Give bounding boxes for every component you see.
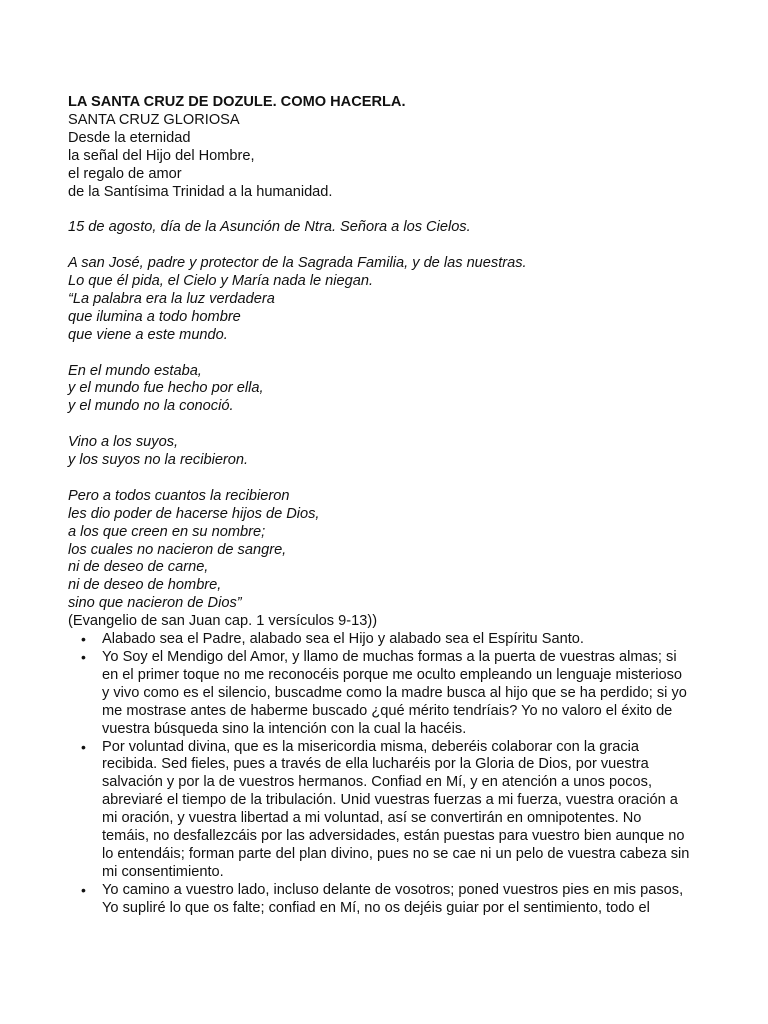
list-item-line: me mostrase antes de haberme buscado ¿qué mérito tendríais? Yo no valoro el éxito de [102, 702, 673, 719]
dedication-stanza [68, 255, 728, 345]
list-item-line: Yo Soy el Mendigo del Amor, y llamo de muchas formas a la puerta de vuestras almas; si [102, 649, 677, 666]
stanza-line: los cuales no nacieron de sangre, [68, 541, 287, 558]
bullet-list [68, 631, 728, 918]
bullet-icon: • [81, 649, 86, 666]
intro-line: el regalo de amor [68, 165, 182, 182]
stanza-line: ni de deseo de carne, [68, 559, 209, 576]
stanza-received [68, 488, 728, 613]
stanza-world [68, 363, 728, 417]
stanza-line: sino que nacieron de Dios” [68, 595, 242, 612]
list-item-line: mi oración, y vuestra libertad a mi voluntad, así se convertirán en omnipotentes. No [102, 810, 642, 827]
stanza-line: les dio poder de hacerse hijos de Dios, [68, 505, 320, 522]
dedication-line: A san José, padre y protector de la Sagrada Familia, y de las nuestras. [68, 255, 527, 272]
citation: (Evangelio de san Juan cap. 1 versículos 9-13)) [68, 613, 378, 630]
list-item-line: Yo camino a vuestro lado, incluso delante de vosotros; poned vuestros pies en mis pasos, [102, 881, 684, 898]
intro-line: de la Santísima Trinidad a la humanidad. [68, 183, 333, 200]
bullet-icon: • [81, 738, 86, 755]
stanza-line: ni de deseo de hombre, [68, 577, 222, 594]
list-item-line: temáis, no desfallezcáis por las adversidades, están puestas para vuestro bien aunque no [102, 828, 685, 845]
stanza-line: y el mundo no la conoció. [68, 398, 234, 415]
list-item-line: en el primer toque no me reconocéis porque me oculto empleando un lenguaje misterioso [102, 666, 683, 683]
stanza-line: En el mundo estaba, [68, 362, 202, 379]
list-item-line: salvación y por la de vuestros hermanos. Confiad en Mí, y en atención a unos pocos, [102, 774, 653, 791]
dedication-line: que ilumina a todo hombre [68, 308, 241, 325]
spacer [68, 201, 728, 219]
list-item-line: Por voluntad divina, que es la misericordia misma, deberéis colaborar con la gracia [102, 738, 639, 755]
dedication-line: Lo que él pida, el Cielo y María nada le niegan. [68, 273, 374, 290]
dedication-line: “La palabra era la luz verdadera [68, 290, 275, 307]
list-item-line: mi consentimiento. [102, 863, 224, 880]
dedication-line: que viene a este mundo. [68, 326, 228, 343]
spacer [68, 416, 728, 434]
list-item [66, 882, 728, 918]
intro-line: la señal del Hijo del Hombre, [68, 147, 255, 164]
document-page [68, 94, 728, 918]
spacer [68, 237, 728, 255]
list-item-line: vuestra búsqueda sino la intención con la cual la hacéis. [102, 720, 467, 737]
list-item-line: abreviaré el tiempo de la tribulación. Unid vuestras fuerzas a mi fuerza, vuestra oración a [102, 792, 678, 809]
list-item-line: Alabado sea el Padre, alabado sea el Hijo y alabado sea el Espíritu Santo. [102, 631, 584, 648]
list-item-line: Yo supliré lo que os falte; confiad en Mí, no os dejéis guiar por el sentimiento, todo el [102, 899, 650, 916]
list-item [66, 631, 728, 649]
bullet-icon: • [81, 881, 86, 898]
list-item [66, 649, 728, 739]
date-line: 15 de agosto, día de la Asunción de Ntra. Señora a los Cielos. [68, 219, 471, 236]
spacer [68, 470, 728, 488]
list-item-line: y vivo como es el silencio, buscadme como la madre busca al hijo que se ha perdido; si yo [102, 684, 687, 701]
document-title: LA SANTA CRUZ DE DOZULE. COMO HACERLA. [68, 94, 406, 110]
stanza-line: Pero a todos cuantos la recibieron [68, 487, 290, 504]
intro-line: Desde la eternidad [68, 129, 191, 146]
stanza-line: y los suyos no la recibieron. [68, 452, 249, 469]
list-item-line: lo entendáis; forman parte del plan divino, pues no se cae ni un pelo de vuestra cabeza sin [102, 845, 690, 862]
stanza-line: Vino a los suyos, [68, 434, 179, 451]
list-item [66, 739, 728, 882]
bullet-icon: • [81, 631, 86, 648]
list-item-line: recibida. Sed fieles, pues a través de ella lucharéis por la Gloria de Dios, por vuestra [102, 756, 649, 773]
document-subtitle: SANTA CRUZ GLORIOSA [68, 111, 240, 128]
spacer [68, 345, 728, 363]
stanza-line: y el mundo fue hecho por ella, [68, 380, 264, 397]
intro-stanza [68, 130, 728, 202]
stanza-own [68, 434, 728, 470]
stanza-line: a los que creen en su nombre; [68, 523, 266, 540]
